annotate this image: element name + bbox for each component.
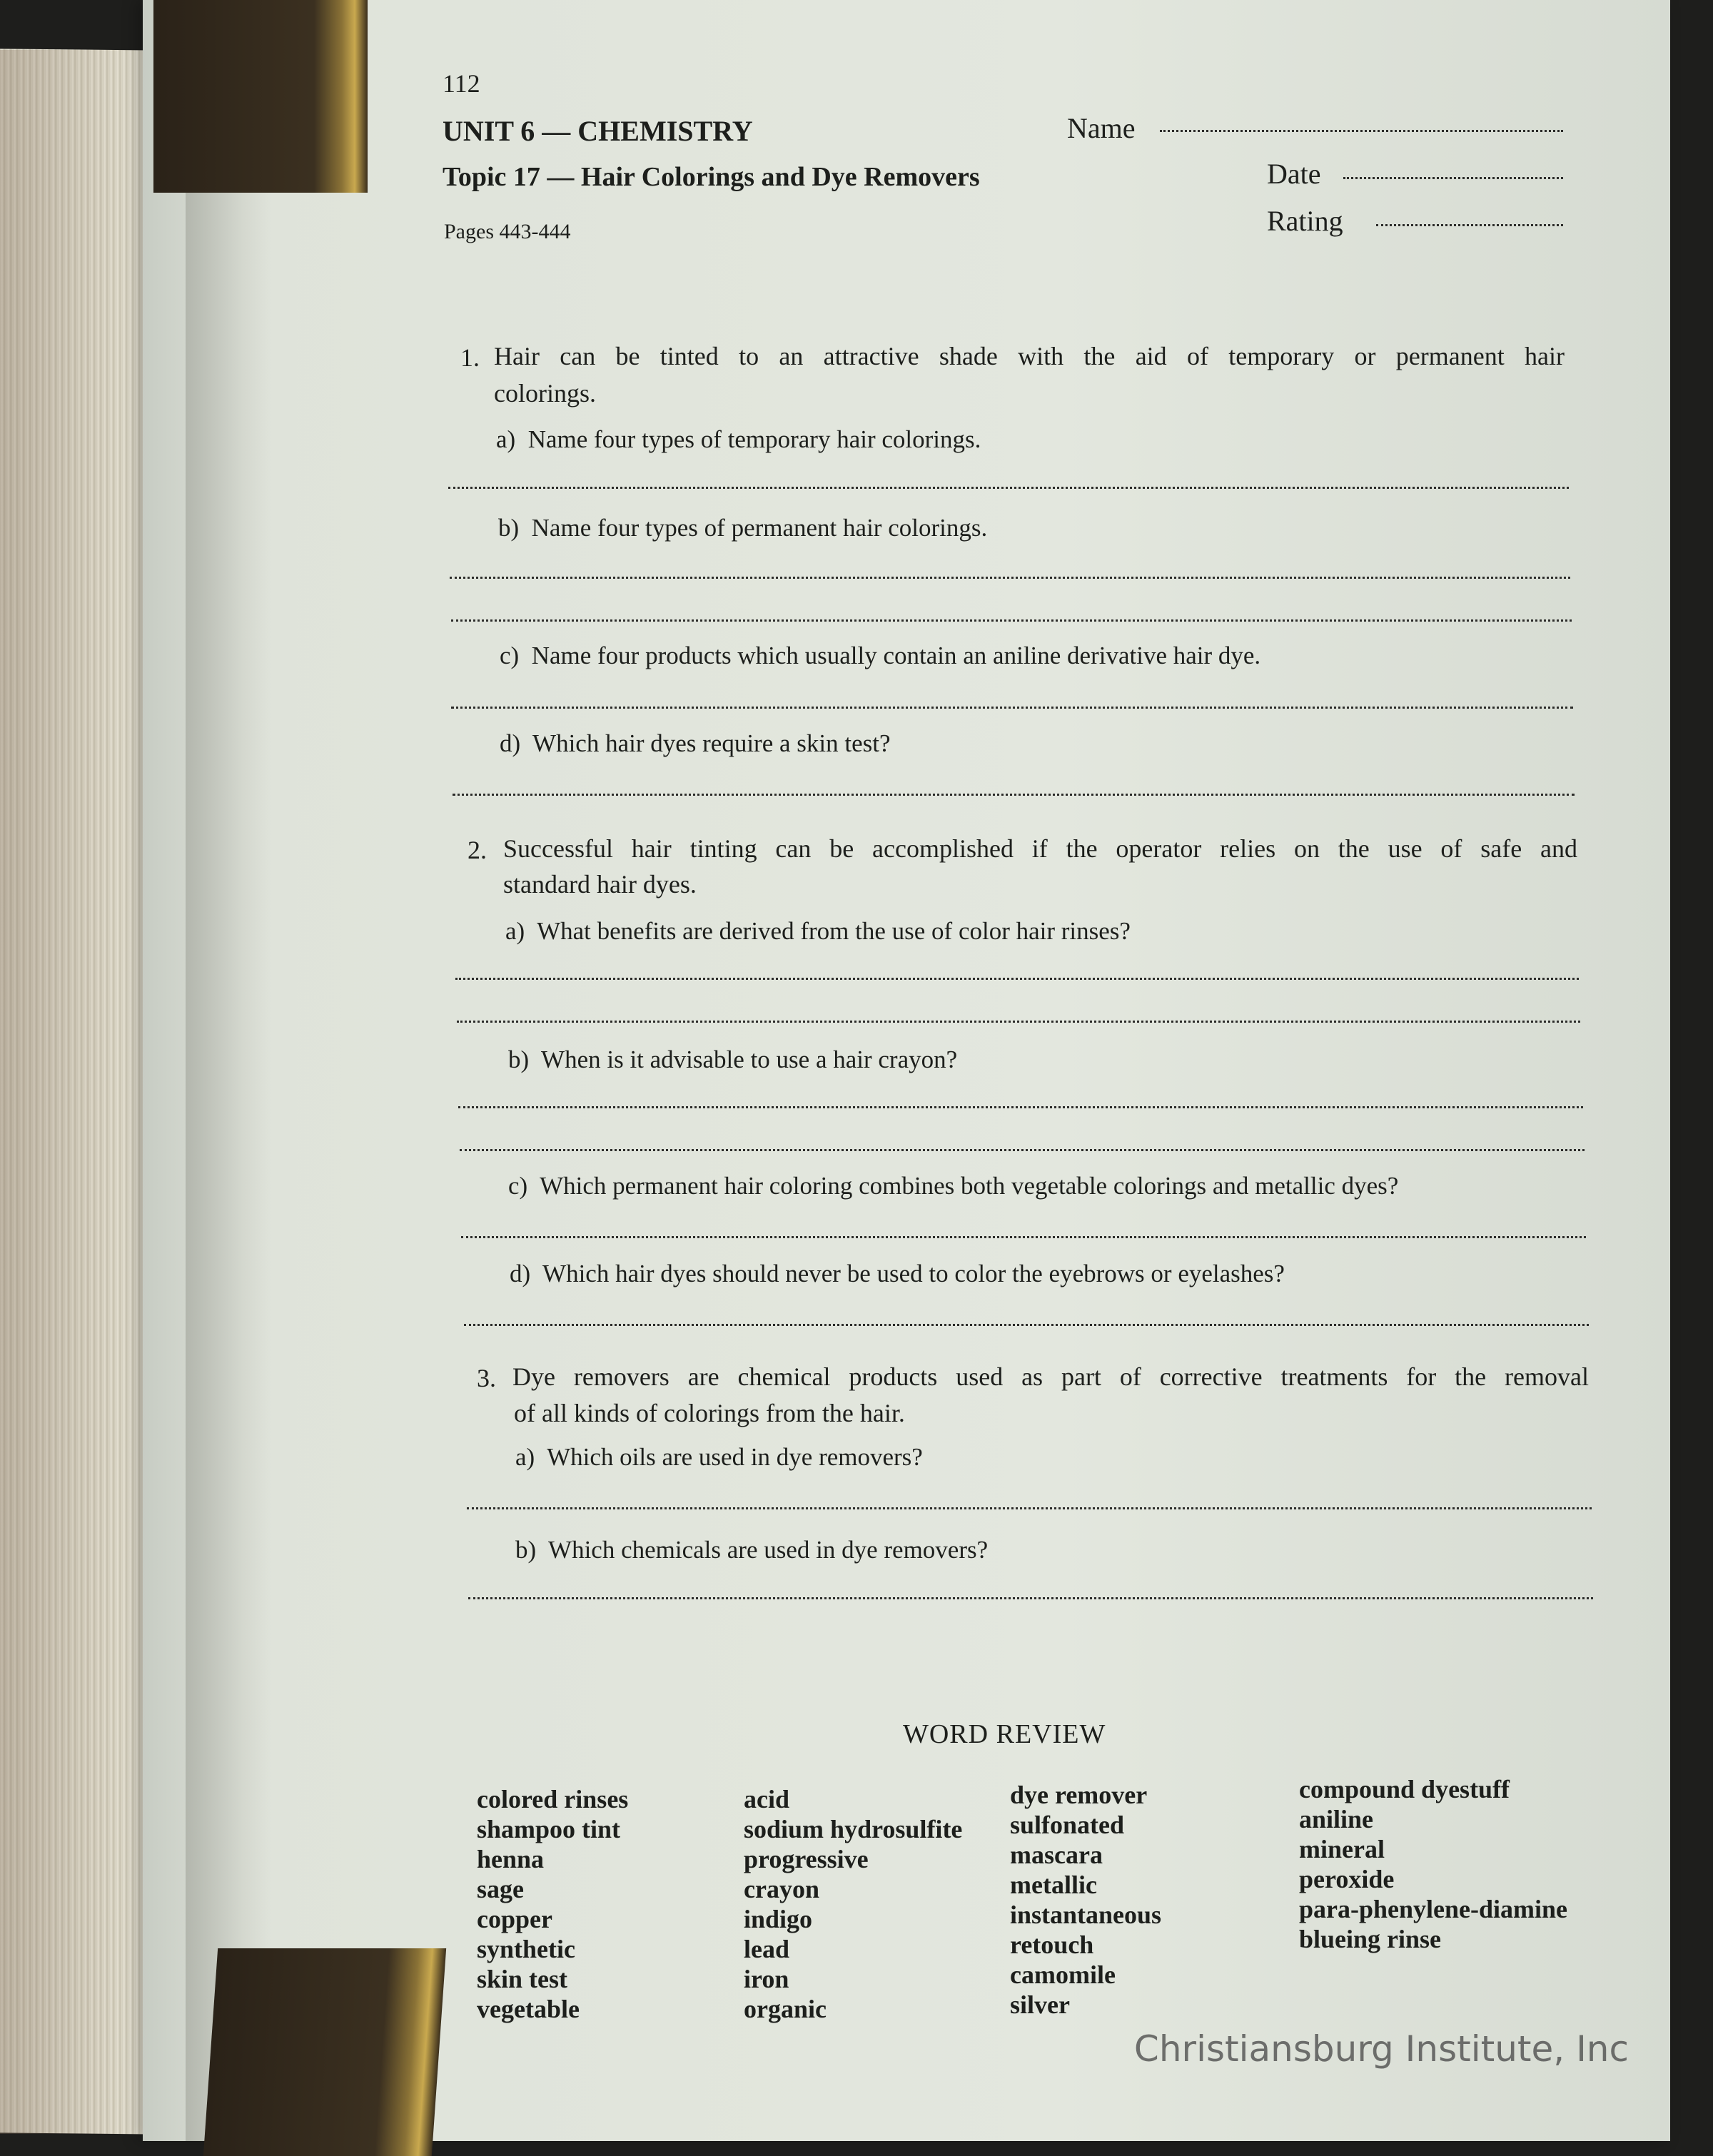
subquestion: a) What benefits are derived from the use of color hair rinses? bbox=[505, 917, 1131, 945]
vocab-word: dye remover bbox=[1010, 1781, 1148, 1809]
vocab-word: para-phenylene-diamine bbox=[1299, 1895, 1568, 1923]
vocab-word: shampoo tint bbox=[477, 1815, 621, 1843]
vocab-word: vegetable bbox=[477, 1995, 580, 2023]
vocab-word: sage bbox=[477, 1875, 524, 1903]
vocab-word: iron bbox=[744, 1965, 789, 1993]
question-number: 3. bbox=[477, 1364, 496, 1392]
answer-line[interactable] bbox=[451, 619, 1572, 622]
vocab-word: instantaneous bbox=[1010, 1901, 1162, 1929]
vocab-word: colored rinses bbox=[477, 1785, 629, 1813]
vocab-word: sodium hydrosulfite bbox=[744, 1815, 963, 1843]
answer-line[interactable] bbox=[467, 1507, 1592, 1509]
subquestion: d) Which hair dyes should never be used to color the eyebrows or eyelashes? bbox=[510, 1260, 1285, 1287]
vocab-word: silver bbox=[1010, 1990, 1070, 2019]
subquestion: d) Which hair dyes require a skin test? bbox=[500, 729, 891, 757]
question-text-continued: standard hair dyes. bbox=[503, 870, 697, 899]
subquestion: a) Which oils are used in dye removers? bbox=[515, 1443, 923, 1471]
answer-line[interactable] bbox=[455, 978, 1579, 980]
vocab-word: aniline bbox=[1299, 1805, 1374, 1833]
unit-heading: UNIT 6 — CHEMISTRY bbox=[443, 115, 753, 147]
vocab-word: mascara bbox=[1010, 1841, 1103, 1869]
vocab-word: henna bbox=[477, 1845, 545, 1873]
word-review-column bbox=[477, 1784, 628, 2024]
subquestion: b) When is it advisable to use a hair crayon? bbox=[508, 1046, 958, 1073]
word-review-title: WORD REVIEW bbox=[903, 1719, 1106, 1749]
vocab-word: peroxide bbox=[1299, 1865, 1395, 1893]
answer-line[interactable] bbox=[453, 794, 1575, 796]
question-text-continued: colorings. bbox=[494, 379, 596, 408]
answer-line[interactable] bbox=[451, 707, 1573, 709]
question-text: Hair can be tinted to an attractive shade with the aid of temporary or permanent hair bbox=[494, 342, 1565, 370]
word-review-column bbox=[1010, 1780, 1161, 2020]
watermark: Christiansburg Institute, Inc bbox=[1133, 2028, 1629, 2070]
vocab-word: organic bbox=[744, 1995, 827, 2023]
vocab-word: acid bbox=[744, 1785, 790, 1813]
subquestion: b) Name four types of permanent hair colorings. bbox=[498, 514, 988, 542]
topic-heading: Topic 17 — Hair Colorings and Dye Removers bbox=[443, 162, 980, 192]
vocab-word: skin test bbox=[477, 1965, 568, 1993]
answer-line[interactable] bbox=[448, 487, 1569, 489]
date-label: Date bbox=[1267, 158, 1321, 190]
question-text: Successful hair tinting can be accomplished if the operator relies on the use of safe and bbox=[503, 834, 1577, 863]
page-number: 112 bbox=[443, 69, 480, 98]
question-number: 2. bbox=[468, 836, 487, 864]
rating-label: Rating bbox=[1267, 205, 1343, 237]
answer-line[interactable] bbox=[461, 1236, 1586, 1238]
vocab-word: retouch bbox=[1010, 1930, 1094, 1959]
page-reference: Pages 443-444 bbox=[444, 220, 571, 243]
subquestion: b) Which chemicals are used in dye removers? bbox=[515, 1536, 989, 1564]
subquestion: c) Which permanent hair coloring combines both vegetable colorings and metallic dyes? bbox=[508, 1172, 1399, 1200]
vocab-word: sulfonated bbox=[1010, 1811, 1125, 1839]
word-review-column bbox=[1299, 1774, 1567, 1954]
vocab-word: blueing rinse bbox=[1299, 1925, 1442, 1953]
question-text: Dye removers are chemical products used as part of corrective treatments for the removal bbox=[512, 1362, 1589, 1391]
question-text-continued: of all kinds of colorings from the hair. bbox=[514, 1399, 905, 1427]
vocab-word: lead bbox=[744, 1935, 790, 1963]
vocab-word: copper bbox=[477, 1905, 552, 1933]
vocab-word: compound dyestuff bbox=[1299, 1775, 1510, 1803]
rating-field[interactable] bbox=[1376, 224, 1563, 226]
vocab-word: progressive bbox=[744, 1845, 869, 1873]
date-field[interactable] bbox=[1343, 177, 1563, 179]
vocab-word: synthetic bbox=[477, 1935, 575, 1963]
vocab-word: crayon bbox=[744, 1875, 819, 1903]
answer-line[interactable] bbox=[460, 1149, 1585, 1151]
subquestion: c) Name four products which usually contain an aniline derivative hair dye. bbox=[500, 642, 1261, 669]
answer-line[interactable] bbox=[450, 577, 1570, 579]
subquestion: a) Name four types of temporary hair colorings. bbox=[496, 425, 981, 453]
answer-line[interactable] bbox=[464, 1324, 1589, 1326]
vocab-word: camomile bbox=[1010, 1960, 1116, 1989]
answer-line[interactable] bbox=[468, 1597, 1593, 1599]
vocab-word: metallic bbox=[1010, 1871, 1097, 1899]
vocab-word: mineral bbox=[1299, 1835, 1385, 1863]
answer-line[interactable] bbox=[457, 1021, 1580, 1023]
question-number: 1. bbox=[460, 343, 480, 372]
name-label: Name bbox=[1067, 112, 1136, 144]
answer-line[interactable] bbox=[458, 1106, 1583, 1108]
name-field[interactable] bbox=[1160, 130, 1563, 132]
word-review-column bbox=[744, 1784, 962, 2024]
vocab-word: indigo bbox=[744, 1905, 813, 1933]
